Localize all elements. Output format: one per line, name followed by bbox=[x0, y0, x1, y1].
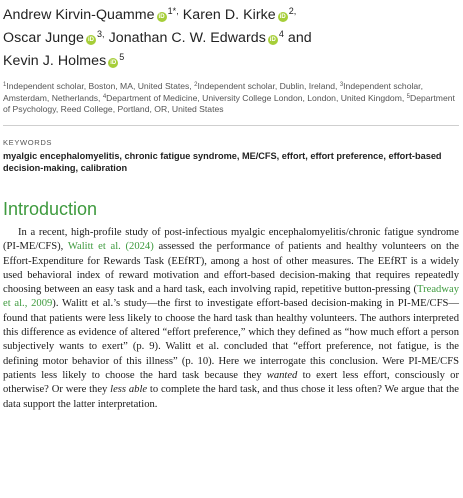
author-name: Kevin J. Holmes bbox=[3, 53, 107, 69]
author-connector: and bbox=[287, 30, 312, 46]
orcid-icon[interactable]: iD bbox=[158, 14, 165, 20]
orcid-icon[interactable]: iD bbox=[269, 37, 276, 43]
author-4 bbox=[109, 30, 312, 46]
orcid-icon[interactable]: iD bbox=[279, 14, 286, 20]
para-text: to complete the hard task, and thus chose it less often? We argue that the data support the latter interpretation. bbox=[3, 384, 460, 410]
author-superscript: 5 bbox=[119, 52, 125, 62]
affiliation-4: Department of Medicine, University College London, London, United Kingdom, bbox=[106, 93, 407, 103]
citation-link[interactable]: Treadway et al., 2009 bbox=[3, 284, 459, 310]
author-superscript: 2, bbox=[288, 6, 297, 16]
author-name: Oscar Junge bbox=[3, 30, 84, 46]
orcid-icon[interactable]: iD bbox=[110, 60, 117, 66]
orcid-icon[interactable]: iD bbox=[87, 37, 95, 43]
affil-num: 1 bbox=[3, 82, 7, 88]
affil-num: 2 bbox=[194, 82, 198, 88]
para-text: In a recent, high-profile study of post-infectious myalgic encephalomyelitis/chronic fatigue syndrome (PI-ME/CFS), bbox=[3, 227, 459, 253]
emphasis: less able bbox=[110, 384, 148, 396]
author-3 bbox=[3, 30, 105, 46]
author-5 bbox=[3, 53, 124, 69]
author-name: Andrew Kirvin-Quamme bbox=[3, 7, 155, 23]
author-superscript: 3, bbox=[97, 29, 105, 39]
affil-num: 4 bbox=[102, 94, 107, 100]
citation-link[interactable]: Walitt et al. (2024) bbox=[67, 241, 154, 253]
affil-num: 3 bbox=[339, 82, 344, 88]
para-text: to exert less effort, consciously or otherwise? Or were they bbox=[3, 369, 460, 396]
author-superscript: 4 bbox=[278, 29, 284, 39]
keywords-list: myalgic encephalomyelitis, chronic fatigue syndrome, ME/CFS, effort, effort preference, effort-based decision-making, calibration bbox=[3, 151, 442, 173]
paper-page bbox=[3, 0, 459, 412]
author-name: Karen D. Kirke bbox=[182, 7, 276, 23]
affiliation-3: Independent scholar, Amsterdam, Netherlands, bbox=[3, 81, 423, 103]
author-list bbox=[3, 2, 459, 71]
author-name: Jonathan C. W. Edwards bbox=[108, 30, 266, 46]
section-title: Introduction bbox=[3, 199, 98, 219]
affiliation-1: Independent scholar, Boston, MA, United States, bbox=[6, 81, 195, 91]
author-2 bbox=[183, 7, 297, 23]
affiliation-5: Department of Psychology, Reed College, Portland, OR, United States bbox=[3, 93, 455, 114]
para-text: assessed the performance of patients and healthy volunteers on the Effort-Expenditure for Rewards Task (EEfRT), among a host of other measures. The EEfRT is a widely used behavioral index of reward motivation and effort-based decision-making that requires repeatedly choosing between an easy task and a hard task, each involving rapid, repetitive button-pressing ( bbox=[3, 241, 459, 296]
affil-num: 5 bbox=[406, 94, 410, 100]
para-text: ). Walitt et al.’s study—the first to investigate effort-based decision-making in PI-ME/CFS—found that patients were less likely to choose the hard task than healthy volunteers. The authors interpreted this difference as evidence of altered “effort preference,” which they defined as “how much effort a person subjectively wants to exert” (p. 9). Walitt et al. concluded that “effort preference, not fatigue, is the defining motor behavior of this illness” (p. 10). Here we interrogate this conclusion. Were PI-ME/CFS patients less likely to choose the hard task because they bbox=[3, 298, 459, 381]
keywords-heading: KEYWORDS bbox=[3, 138, 53, 147]
author-1 bbox=[3, 7, 179, 23]
author-superscript: 1*, bbox=[167, 6, 179, 16]
affiliation-2: Independent scholar, Dublin, Ireland, bbox=[197, 81, 340, 91]
emphasis: wanted bbox=[266, 369, 298, 381]
affiliations bbox=[3, 80, 459, 126]
intro-paragraph bbox=[3, 226, 459, 412]
